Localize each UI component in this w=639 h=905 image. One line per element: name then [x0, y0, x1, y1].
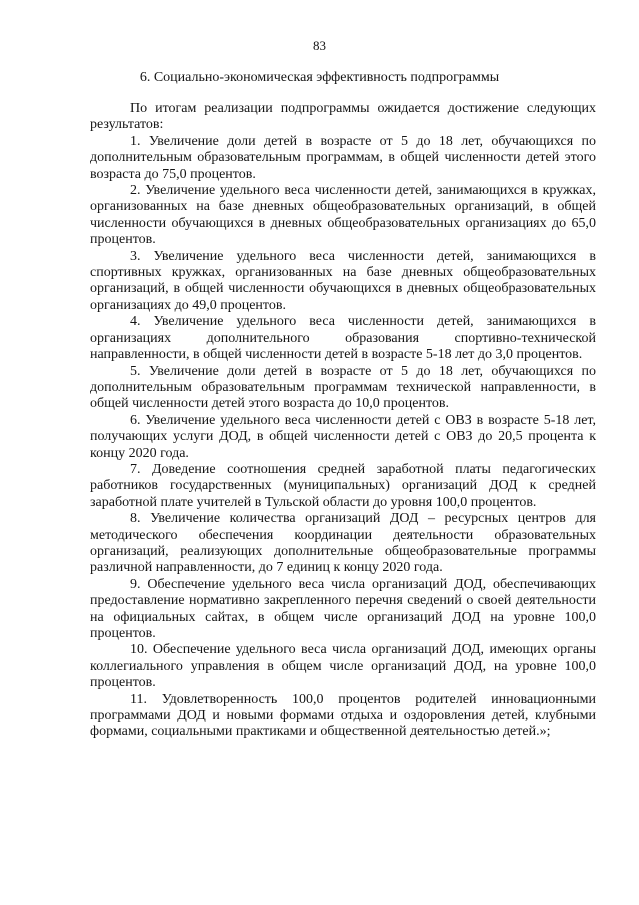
- result-item-1: 1. Увеличение доли детей в возрасте от 5 до 18 лет, обучающихся по дополнительным образовательным программам, в общей численности детей этого возраста до 75,0 процентов.: [90, 133, 596, 182]
- result-item-5: 5. Увеличение доли детей в возрасте от 5 до 18 лет, обучающихся по дополнительным образовательным программам технической направленности, в общей численности детей этого возраста до 10,0 процентов.: [90, 363, 596, 412]
- intro-paragraph: По итогам реализации подпрограммы ожидается достижение следующих результатов:: [90, 101, 596, 133]
- result-item-10: 10. Обеспечение удельного веса числа организаций ДОД, имеющих органы коллегиального управления в общем числе организаций ДОД, на уровне 100,0 процентов.: [90, 642, 596, 691]
- section-body: [90, 101, 596, 741]
- result-item-11: 11. Удовлетворенность 100,0 процентов родителей инновационными программами ДОД и новыми формами отдыха и оздоровления детей, клубными формами, социальными практиками и общественной деятельностью детей.»;: [90, 691, 596, 740]
- page-number: 83: [313, 38, 326, 53]
- result-item-8: 8. Увеличение количества организаций ДОД – ресурсных центров для методического обеспечения координации деятельности образовательных организаций, реализующих дополнительные общеобразовательные программы различной направленности, до 7 единиц к концу 2020 года.: [90, 511, 596, 576]
- result-item-3: 3. Увеличение удельного веса численности детей, занимающихся в спортивных кружках, организованных на базе дневных общеобразовательных организаций, в общей численности обучающихся в дневных общеобразовательных организациях до 49,0 процентов.: [90, 248, 596, 313]
- result-item-2: 2. Увеличение удельного веса численности детей, занимающихся в кружках, организованных на базе дневных общеобразовательных организаций, в общей численности обучающихся в дневных общеобразовательных организациях до 65,0 процентов.: [90, 183, 596, 248]
- result-item-6: 6. Увеличение удельного веса численности детей с ОВЗ в возрасте 5-18 лет, получающих услуги ДОД, в общей численности детей с ОВЗ до 20,5 процента к концу 2020 года.: [90, 412, 596, 461]
- section-title: 6. Социально-экономическая эффективность подпрограммы: [139, 70, 500, 85]
- result-item-4: 4. Увеличение удельного веса численности детей, занимающихся в организациях дополнительного образования спортивно-технической направленности, в общей численности детей в возрасте 5-18 лет до 3,0 процентов.: [90, 314, 596, 363]
- result-item-7: 7. Доведение соотношения средней заработной платы педагогических работников государственных (муниципальных) организаций ДОД к средней заработной плате учителей в Тульской области до уровня 100,0 процентов.: [90, 461, 596, 510]
- result-item-9: 9. Обеспечение удельного веса числа организаций ДОД, обеспечивающих предоставление нормативно закрепленного перечня сведений о своей деятельности на официальных сайтах, в общем числе организаций ДОД на уровне 100,0 процентов.: [90, 576, 596, 641]
